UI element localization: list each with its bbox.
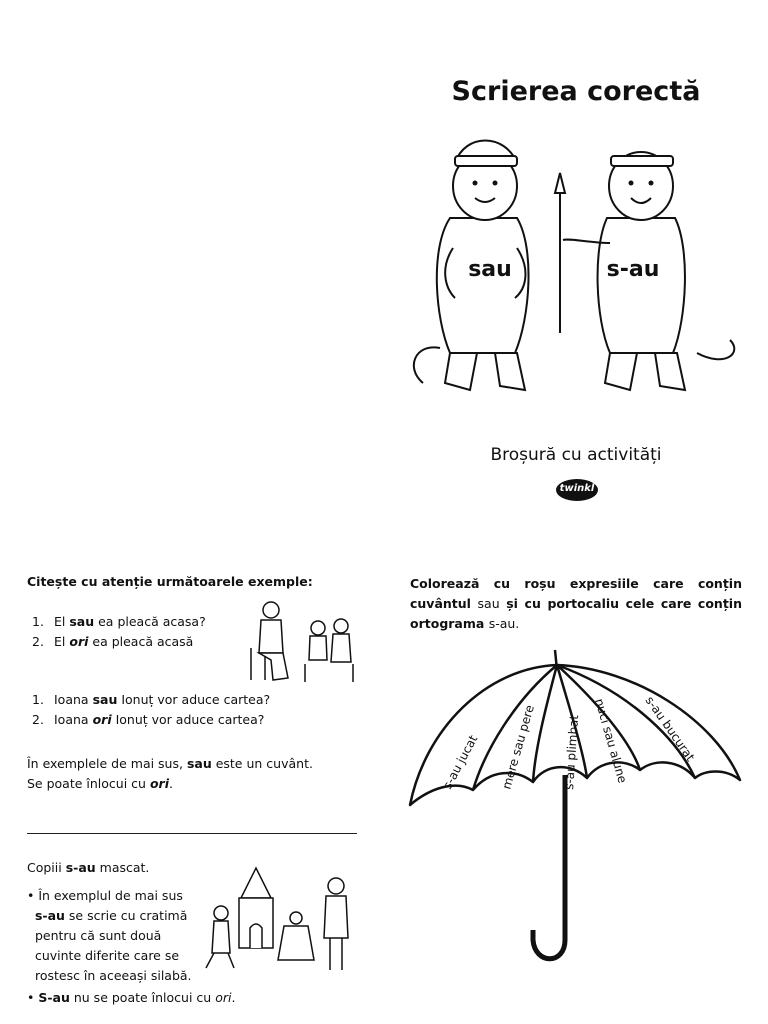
costume-party-illustration (196, 858, 356, 973)
segment-label: s-au plimbat (562, 714, 582, 791)
example-item: 1. Ioana sau Ionuț vor aduce cartea? (32, 692, 271, 707)
example-item: 1. El sau ea pleacă acasa? (32, 614, 206, 629)
cover-subtitle: Broșură cu activități (490, 445, 662, 465)
left-instruction: Citește cu atenție următoarele exemple: (27, 574, 313, 589)
twinkl-logo (555, 478, 599, 502)
logo-text: twinkl (559, 483, 595, 494)
bullet-explanation: • În exemplul de mai sus s-au se scrie cu cratimă pentru că sunt două cuvinte diferite care se rostesc în aceeași silabă. (27, 888, 192, 983)
copii-sentence: Copiii s-au mascat. (27, 860, 150, 875)
label-sau: sau (468, 257, 512, 282)
cover-title: Scrierea corectă (451, 76, 701, 107)
umbrella-illustration (405, 640, 745, 975)
example-item: 2. Ioana ori Ionuț vor aduce cartea? (32, 712, 265, 727)
examples-group-2 (30, 690, 270, 730)
right-instruction: Colorează cu roșu expresiile care conțin cuvântul sau și cu portocaliu cele care conțin ortograma s-au. (410, 576, 742, 631)
segment-label: s-au jucat (440, 732, 481, 792)
examples-group-1 (30, 612, 206, 652)
example-item: 2. El ori ea pleacă acasă (32, 634, 194, 649)
children-sitting-illustration (243, 598, 358, 688)
segment-label: s-au bucurat (642, 693, 698, 764)
bullet-rule: • S-au nu se poate înlocui cu ori. (27, 990, 236, 1005)
label-s-au: s-au (606, 257, 660, 282)
segment-label: mere sau pere (499, 703, 537, 791)
two-monkeys-illustration (405, 128, 745, 403)
segment-label: nuci sau alune (592, 696, 630, 785)
section-divider (27, 833, 357, 834)
explanation-text: În exemplele de mai sus, sau este un cuvânt. Se poate înlocui cu ori. (27, 756, 313, 791)
